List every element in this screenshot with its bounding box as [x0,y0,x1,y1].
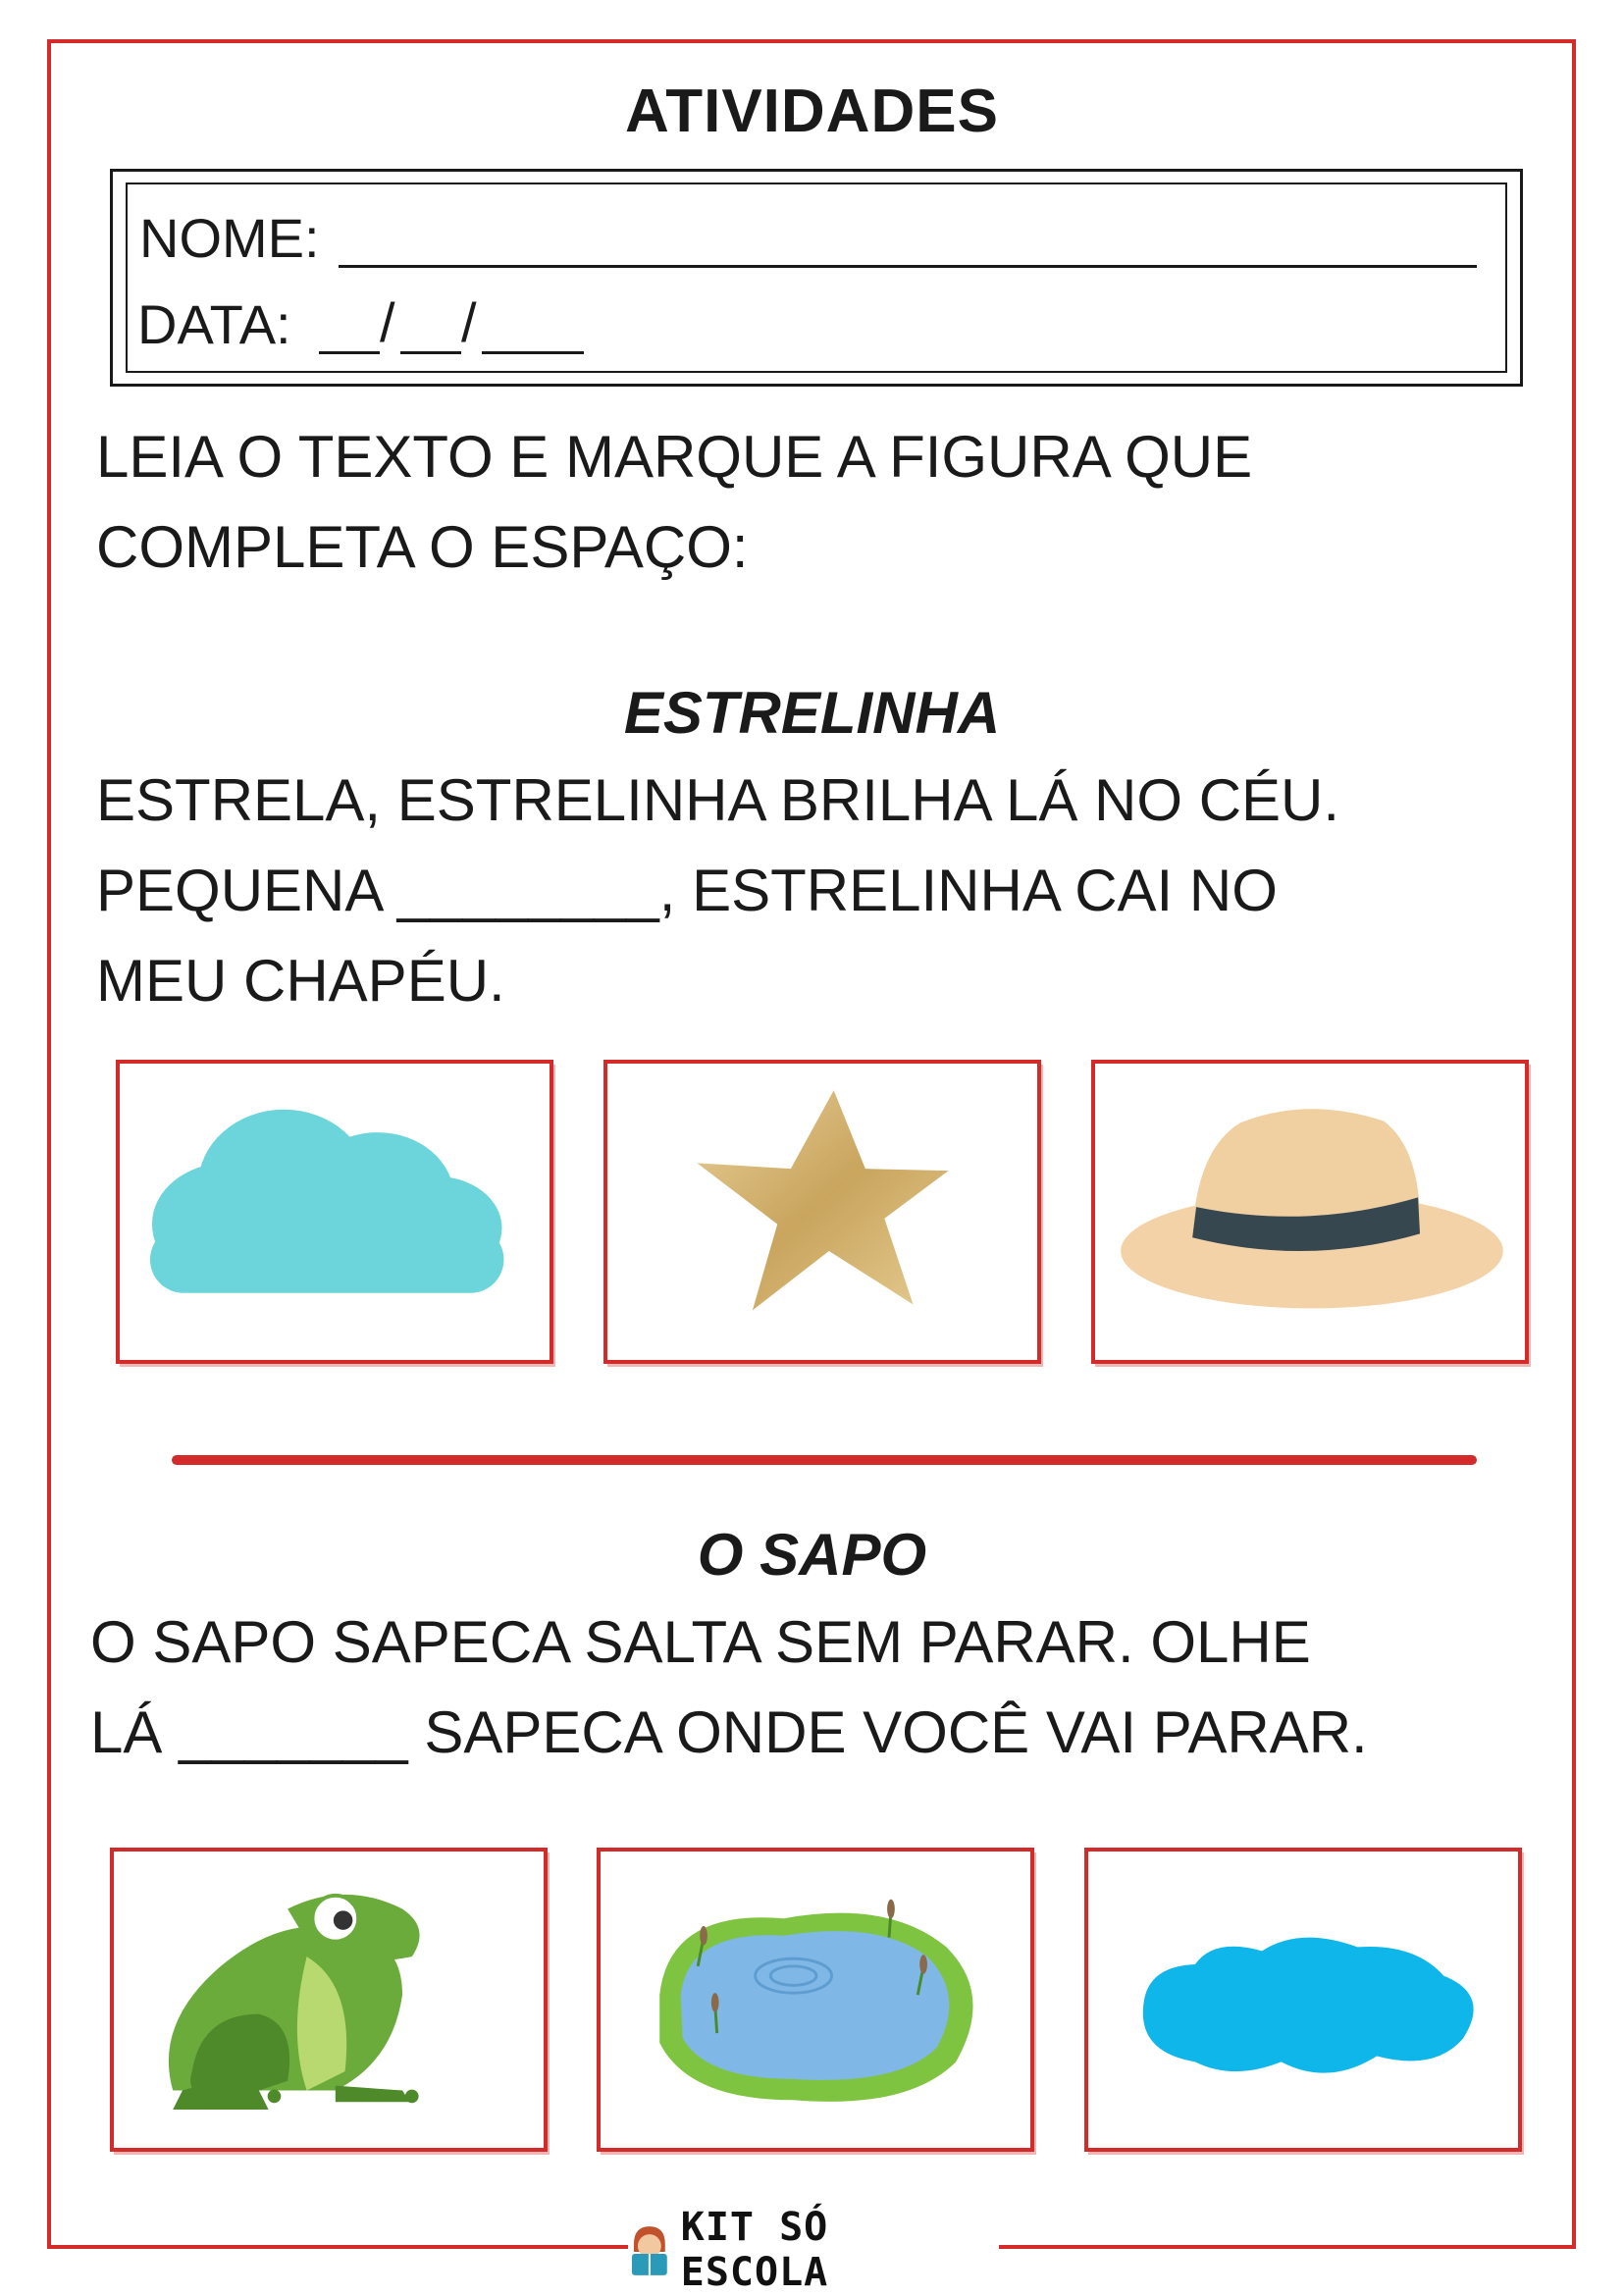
option-card-pond[interactable] [597,1848,1034,2152]
cloud-icon [120,1064,550,1360]
name-box-inner-frame [126,183,1507,373]
date-month-field[interactable] [400,351,461,354]
passage-line: ESTRELA, ESTRELINHA BRILHA LÁ NO CÉU. [96,767,1340,833]
section-divider [172,1455,1477,1465]
frog-icon [114,1852,544,2148]
date-label: DATA: [137,293,291,355]
blank-space: _______ [179,1699,408,1765]
section-title-estrelinha: ESTRELINHA [623,680,1001,746]
option-card-frog[interactable] [110,1848,548,2152]
passage-text: PEQUENA [96,858,397,923]
instruction-text: LEIA O TEXTO E MARQUE A FIGURA QUE COMPLETA O ESPAÇO: [96,424,1253,580]
date-separator: / [461,291,477,353]
passage-line: MEU CHAPÉU. [96,948,505,1014]
passage-line: O SAPO SAPECA SALTA SEM PARAR. OLHE [90,1609,1311,1675]
blank-space: ________ [396,858,659,923]
star-icon [607,1064,1037,1360]
name-field[interactable] [339,265,1477,268]
section-title-o-sapo: O SAPO [697,1522,927,1588]
date-separator: / [380,291,395,353]
passage-text: SAPECA ONDE VOCÊ VAI PARAR. [407,1699,1368,1765]
brand-logo [628,2204,999,2296]
reader-icon [628,2222,671,2277]
passage-text: LÁ [90,1699,180,1765]
option-card-cloud[interactable] [116,1060,553,1364]
date-day-field[interactable] [319,351,380,354]
page-title: ATIVIDADES [625,78,999,145]
name-label: NOME: [139,207,320,269]
option-card-star[interactable] [603,1060,1041,1364]
hat-icon [1095,1064,1525,1360]
passage-line [90,1688,1368,1778]
pond-icon [601,1852,1030,2148]
logo-text: KIT SÓ ESCOLA [680,2205,829,2295]
option-card-puddle[interactable] [1084,1848,1522,2152]
puddle-icon [1088,1852,1518,2148]
date-year-field[interactable] [482,351,584,354]
passage-text: , ESTRELINHA CAI NO [658,858,1278,923]
passage-line [96,846,1278,936]
option-card-hat[interactable] [1091,1060,1529,1364]
